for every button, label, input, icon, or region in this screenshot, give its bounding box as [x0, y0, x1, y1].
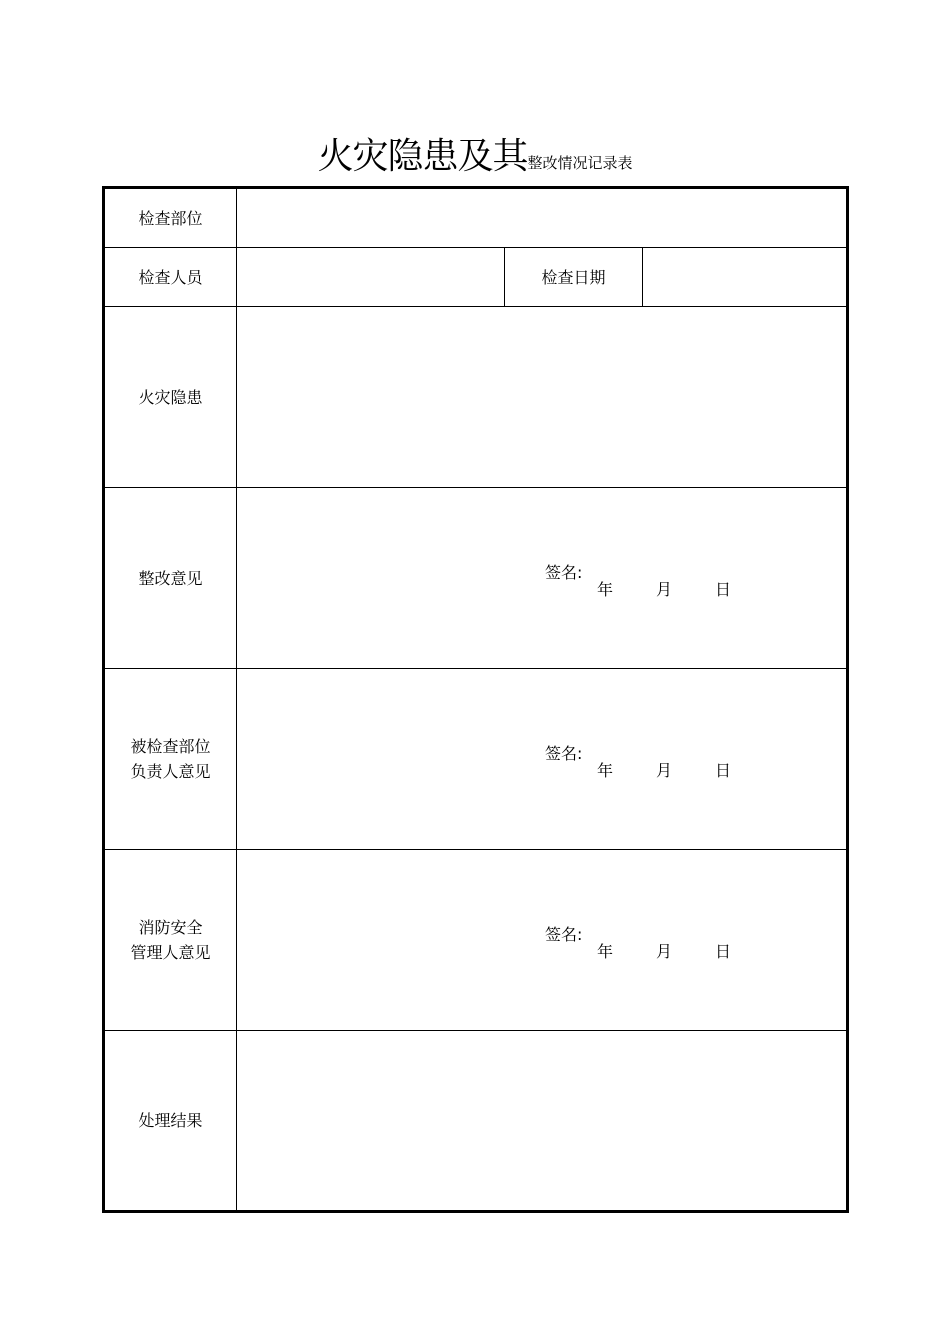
rectify-year-label: 年	[597, 580, 614, 599]
title-main: 火灾隐患及其	[317, 136, 528, 177]
inspectors-field[interactable]	[237, 248, 504, 306]
dept-head-label	[105, 669, 236, 849]
dept-head-signature-label: 签名:	[545, 744, 583, 763]
rectify-day-label: 日	[715, 580, 732, 599]
inspection-date-label	[505, 248, 642, 306]
safety-mgr-label-line1: 消防安全	[138, 918, 203, 937]
rectify-label-text: 整改意见	[138, 568, 203, 588]
inspection-dept-label	[105, 189, 236, 247]
inspectors-label	[105, 248, 236, 306]
form-title	[0, 128, 950, 179]
rectify-label	[105, 488, 236, 668]
rectify-field[interactable]	[237, 488, 846, 668]
record-form	[102, 186, 849, 1213]
dept-head-year-label: 年	[597, 761, 614, 780]
dept-head-opinion-field[interactable]	[237, 669, 846, 849]
result-label-text: 处理结果	[138, 1111, 203, 1130]
inspection-date-label-text: 检查日期	[541, 267, 606, 287]
safety-mgr-day-label: 日	[715, 942, 732, 961]
hazard-field[interactable]	[237, 307, 846, 487]
hazard-label-text: 火灾隐患	[138, 387, 203, 407]
result-label	[105, 1031, 236, 1210]
safety-mgr-signature-label: 签名:	[545, 925, 583, 944]
safety-mgr-label-line2: 管理人意见	[130, 943, 211, 962]
dept-head-month-label: 月	[656, 761, 673, 780]
inspection-date-field[interactable]	[643, 248, 846, 306]
safety-mgr-label	[105, 850, 236, 1030]
hazard-label	[105, 307, 236, 487]
safety-mgr-opinion-field[interactable]	[237, 850, 846, 1030]
rectify-signature-label: 签名:	[545, 563, 583, 582]
safety-mgr-month-label: 月	[656, 942, 673, 961]
title-sub: 整改情况记录表	[527, 154, 633, 172]
inspectors-label-text: 检查人员	[138, 267, 203, 287]
dept-head-label-line2: 负责人意见	[130, 762, 211, 781]
inspection-dept-field[interactable]	[237, 189, 846, 247]
result-field[interactable]	[237, 1031, 846, 1210]
dept-head-label-line1: 被检查部位	[130, 737, 211, 756]
safety-mgr-year-label: 年	[597, 942, 614, 961]
inspection-dept-label-text: 检查部位	[138, 208, 203, 228]
rectify-month-label: 月	[656, 580, 673, 599]
dept-head-day-label: 日	[715, 761, 732, 780]
